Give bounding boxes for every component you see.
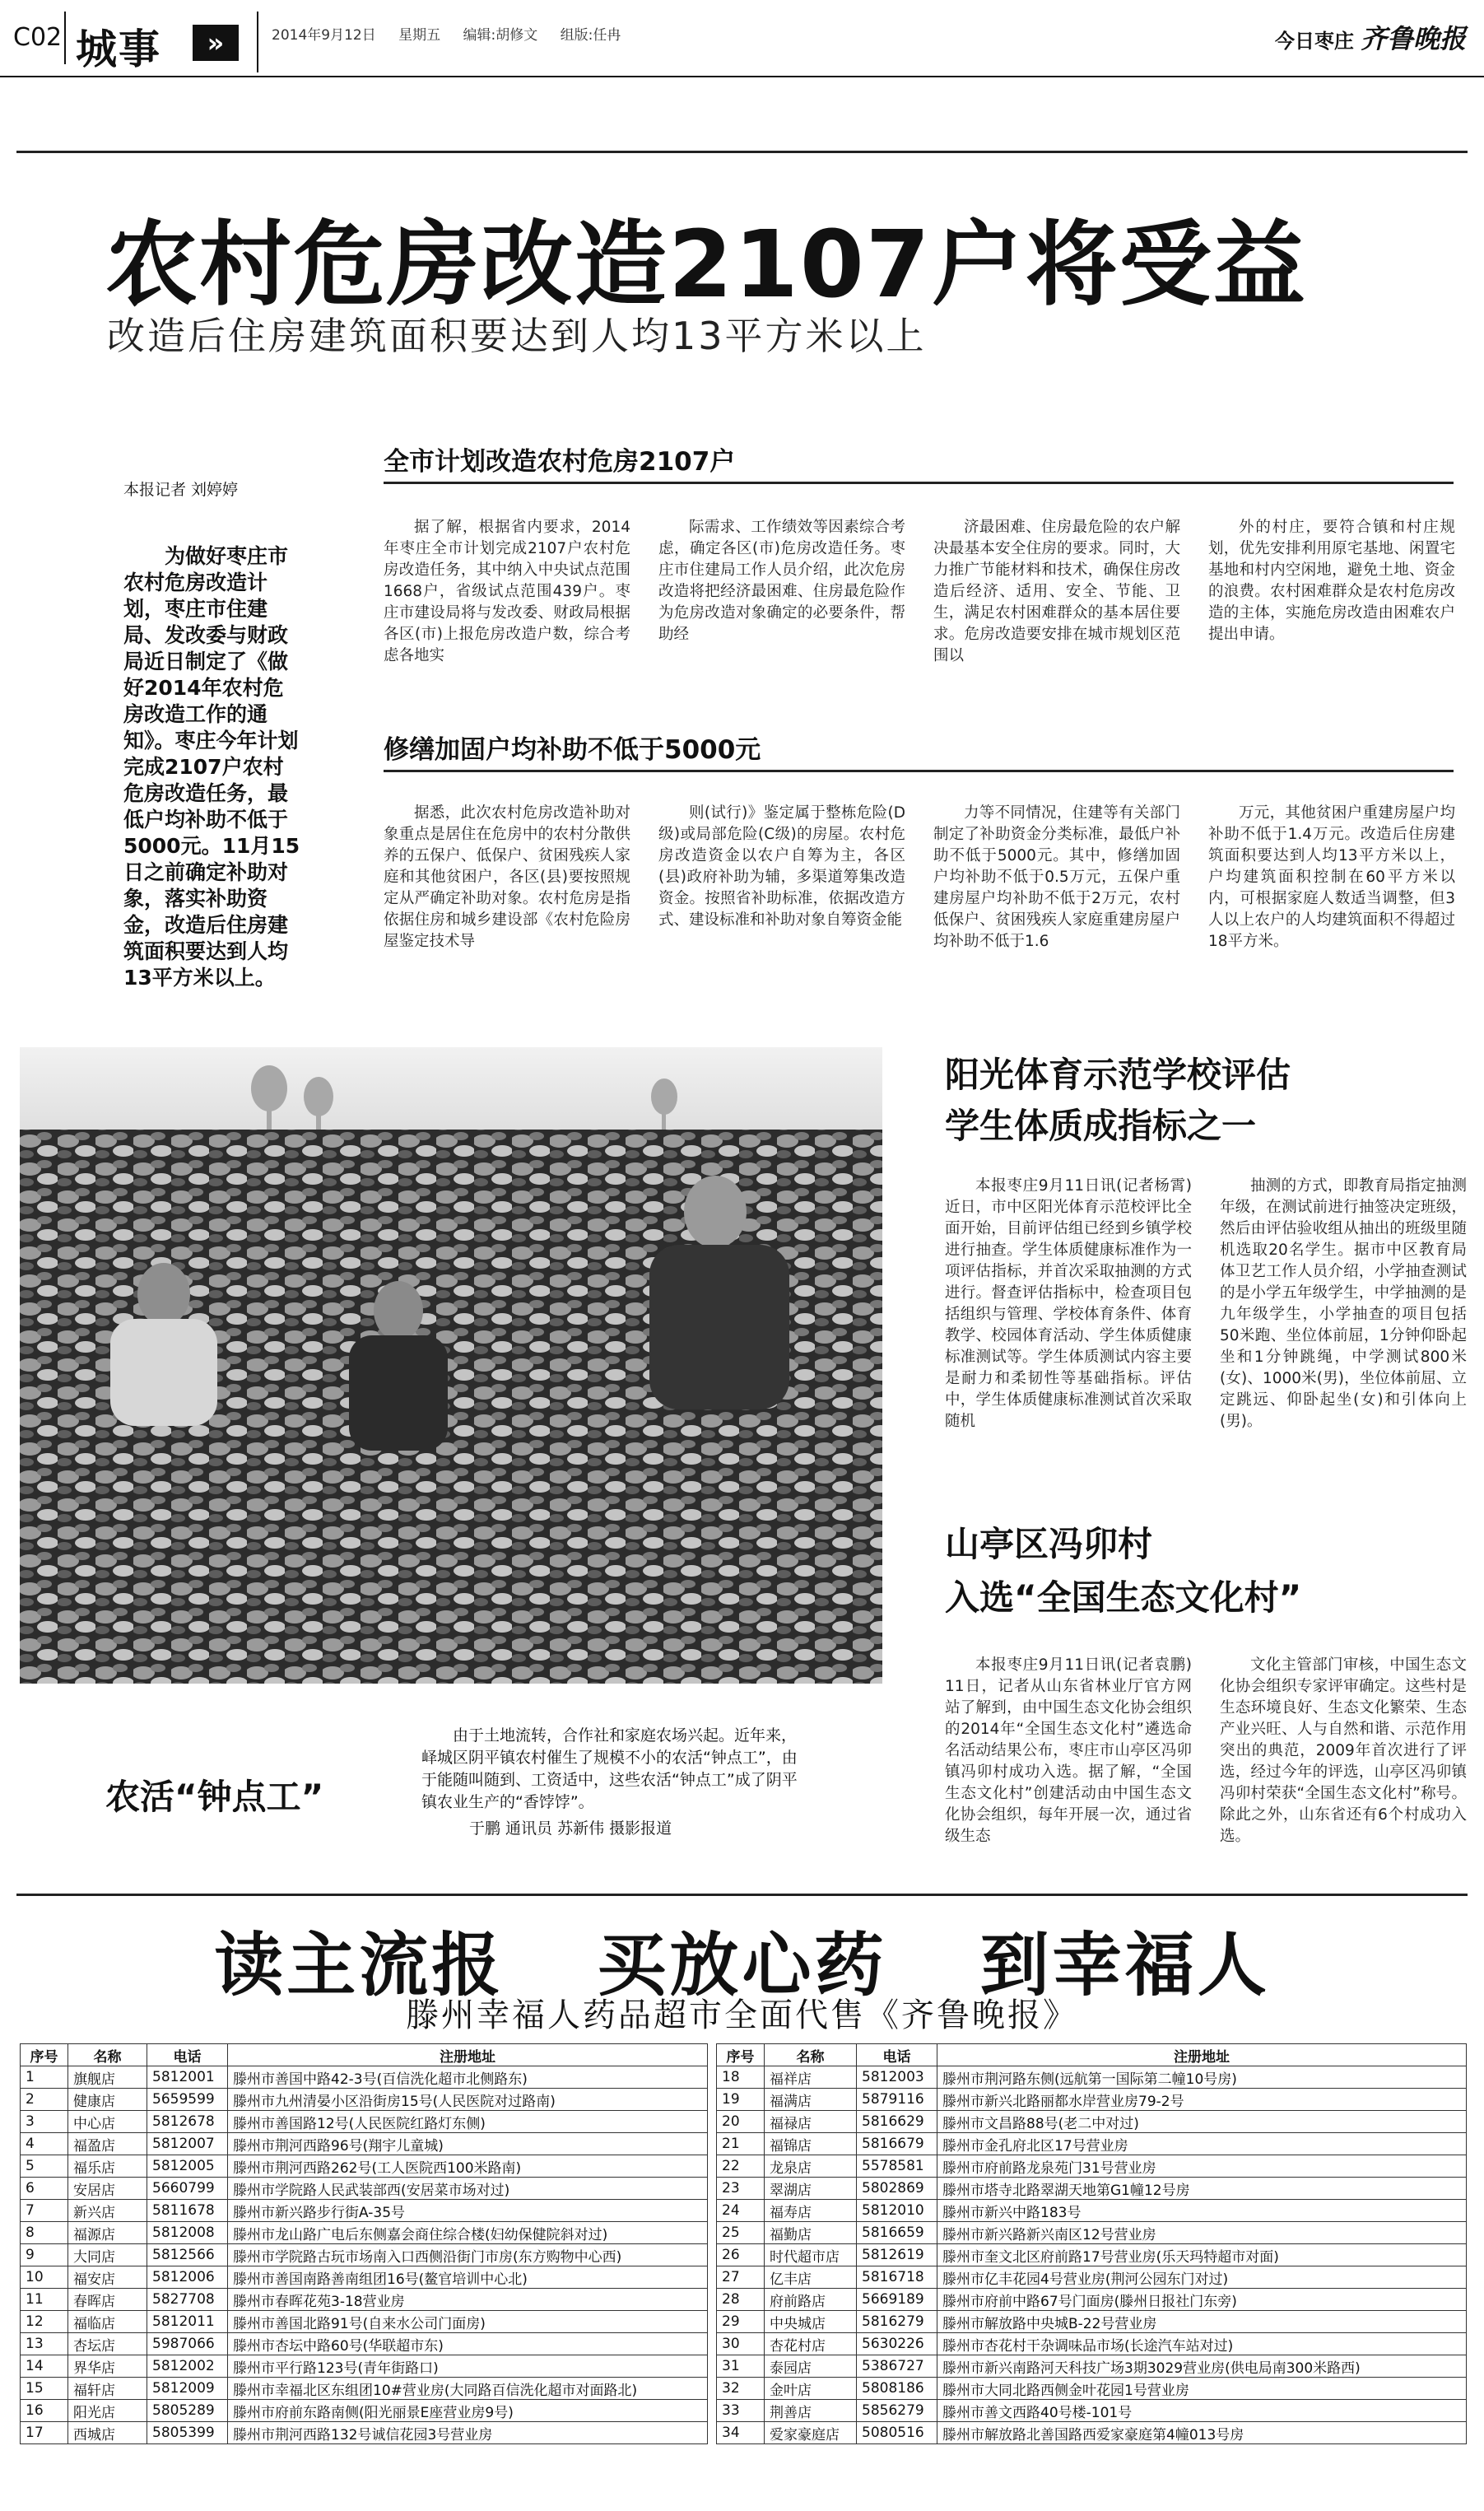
store-name: 大同店 bbox=[68, 2244, 147, 2266]
brand-logo: 齐鲁晚报 bbox=[1360, 23, 1466, 54]
store-address: 滕州市新兴路步行街A-35号 bbox=[228, 2200, 708, 2222]
store-name: 福盈店 bbox=[68, 2133, 147, 2155]
table-row bbox=[717, 2266, 1467, 2289]
brand-prefix: 今日枣庄 bbox=[1274, 30, 1354, 53]
store-number: 33 bbox=[717, 2400, 765, 2422]
table-row bbox=[21, 2266, 708, 2289]
store-number: 2 bbox=[21, 2089, 68, 2111]
store-address: 滕州市幸福北区东组团10#营业房(大同路百信洗化超市对面路北) bbox=[228, 2378, 708, 2400]
store-number: 4 bbox=[21, 2133, 68, 2155]
page-number: C02 bbox=[13, 23, 63, 52]
store-address: 滕州市奎文北区府前路17号营业房(乐天玛特超市对面) bbox=[937, 2244, 1467, 2266]
article-column: 据了解，根据省内要求，2014年枣庄全市计划完成2107户农村危房改造任务，其中纳入中央试点范围1668户，省级试点范围439户。枣庄市建设局将与发改委、财政局根据各区(市)上报危房改造户数，综合考虑各地实 bbox=[384, 519, 630, 664]
story-headline: 阳光体育示范学校评估 bbox=[945, 1055, 1291, 1095]
store-phone: 5802869 bbox=[857, 2178, 937, 2200]
main-headline: 农村危房改造2107户将受益 bbox=[105, 212, 1307, 319]
store-phone: 5816279 bbox=[857, 2311, 937, 2333]
store-address: 滕州市杏坛中路60号(华联超市东) bbox=[228, 2333, 708, 2355]
story-headline: 学生体质成指标之一 bbox=[945, 1106, 1257, 1146]
store-name: 福轩店 bbox=[68, 2378, 147, 2400]
store-phone: 5812001 bbox=[147, 2066, 228, 2089]
store-name: 杏坛店 bbox=[68, 2333, 147, 2355]
store-address: 滕州市荆河西路262号(工人医院西100米路南) bbox=[228, 2155, 708, 2178]
store-phone: 5812008 bbox=[147, 2222, 228, 2244]
store-number: 19 bbox=[717, 2089, 765, 2111]
table-row bbox=[717, 2178, 1467, 2200]
store-phone: 5386727 bbox=[857, 2355, 937, 2378]
store-number: 15 bbox=[21, 2378, 68, 2400]
store-phone: 5827708 bbox=[147, 2289, 228, 2311]
store-phone: 5808186 bbox=[857, 2378, 937, 2400]
store-number: 7 bbox=[21, 2200, 68, 2222]
news-photo bbox=[20, 1047, 882, 1684]
table-row bbox=[717, 2111, 1467, 2133]
column-header: 注册地址 bbox=[937, 2044, 1467, 2066]
photo-credit: 于鹏 通讯员 苏新伟 摄影报道 bbox=[469, 1819, 672, 1838]
store-number: 6 bbox=[21, 2178, 68, 2200]
store-phone: 5812002 bbox=[147, 2355, 228, 2378]
page-header bbox=[0, 0, 1484, 78]
table-row bbox=[717, 2155, 1467, 2178]
store-number: 23 bbox=[717, 2178, 765, 2200]
table-row bbox=[717, 2378, 1467, 2400]
store-address: 滕州市金孔府北区17号营业房 bbox=[937, 2133, 1467, 2155]
store-number: 12 bbox=[21, 2311, 68, 2333]
column-header: 电话 bbox=[147, 2044, 228, 2066]
store-phone: 5987066 bbox=[147, 2333, 228, 2355]
store-address: 滕州市新兴中路183号 bbox=[937, 2200, 1467, 2222]
store-address: 滕州市府前中路67号门面房(滕州日报社门东旁) bbox=[937, 2289, 1467, 2311]
store-name: 春晖店 bbox=[68, 2289, 147, 2311]
table-row bbox=[21, 2222, 708, 2244]
section-title: 修缮加固户均补助不低于5000元 bbox=[384, 735, 761, 765]
table-row bbox=[21, 2200, 708, 2222]
article-column: 力等不同情况，住建等有关部门制定了补助资金分类标准，最低户补助不低于5000元。其中，修缮加固户均补助不低于0.5万元，五保户重建房屋户均补助不低于2万元，农村低保户、贫困残疾人家庭重建房屋户均补助不低于1.6 bbox=[933, 804, 1180, 950]
store-name: 健康店 bbox=[68, 2089, 147, 2111]
table-header-row bbox=[21, 2044, 708, 2066]
article-column: 外的村庄，要符合镇和村庄规划，优先安排利用原宅基地、闲置宅基地和村内空闲地，避免土地、资金的浪费。农村困难群众是农村危房改造的主体，实施危房改造由困难农户提出申请。 bbox=[1208, 519, 1455, 643]
store-number: 27 bbox=[717, 2266, 765, 2289]
store-number: 20 bbox=[717, 2111, 765, 2133]
table-row bbox=[21, 2333, 708, 2355]
store-number: 14 bbox=[21, 2355, 68, 2378]
store-phone: 5812619 bbox=[857, 2244, 937, 2266]
store-address: 滕州市善国南路善南组团16号(鳌官培训中心北) bbox=[228, 2266, 708, 2289]
store-name: 福安店 bbox=[68, 2266, 147, 2289]
store-name: 福祥店 bbox=[765, 2066, 857, 2089]
store-name: 福勤店 bbox=[765, 2222, 857, 2244]
store-phone: 5080516 bbox=[857, 2422, 937, 2444]
store-name: 安居店 bbox=[68, 2178, 147, 2200]
column-header: 注册地址 bbox=[228, 2044, 708, 2066]
store-phone: 5816659 bbox=[857, 2222, 937, 2244]
chevron-right-icon: » bbox=[193, 25, 239, 61]
store-name: 福满店 bbox=[765, 2089, 857, 2111]
table-row bbox=[717, 2333, 1467, 2355]
section-title: 全市计划改造农村危房2107户 bbox=[384, 447, 736, 477]
ad-top-rule bbox=[16, 1894, 1468, 1896]
store-address: 滕州市荆河路东侧(远航第一国际第二幢10号房) bbox=[937, 2066, 1467, 2089]
ad-slogan-part: 买放心药 bbox=[597, 1925, 887, 2006]
issue-date: 2014年9月12日 bbox=[272, 27, 376, 44]
store-name: 新兴店 bbox=[68, 2200, 147, 2222]
editor: 编辑:胡修文 bbox=[463, 27, 538, 44]
store-phone: 5812007 bbox=[147, 2133, 228, 2155]
store-name: 福寿店 bbox=[765, 2200, 857, 2222]
store-phone: 5816679 bbox=[857, 2133, 937, 2155]
store-phone: 5669189 bbox=[857, 2289, 937, 2311]
store-name: 金叶店 bbox=[765, 2378, 857, 2400]
table-row bbox=[21, 2422, 708, 2444]
store-phone: 5816718 bbox=[857, 2266, 937, 2289]
store-address: 滕州市龙山路广电后东侧嘉会商住综合楼(妇幼保健院斜对过) bbox=[228, 2222, 708, 2244]
table-row bbox=[21, 2178, 708, 2200]
story-headline: 入选“全国生态文化村” bbox=[945, 1577, 1302, 1618]
store-number: 10 bbox=[21, 2266, 68, 2289]
store-address: 滕州市新兴路新兴南区12号营业房 bbox=[937, 2222, 1467, 2244]
store-address: 滕州市善文西路40号楼-101号 bbox=[937, 2400, 1467, 2422]
store-number: 13 bbox=[21, 2333, 68, 2355]
store-number: 30 bbox=[717, 2333, 765, 2355]
store-number: 18 bbox=[717, 2066, 765, 2089]
store-name: 龙泉店 bbox=[765, 2155, 857, 2178]
issue-meta bbox=[272, 23, 639, 44]
table-row bbox=[21, 2133, 708, 2155]
store-number: 28 bbox=[717, 2289, 765, 2311]
table-row bbox=[21, 2111, 708, 2133]
table-row bbox=[21, 2066, 708, 2089]
photo-farmers-cabbage-field bbox=[20, 1047, 882, 1684]
article-column: 抽测的方式，即教育局指定抽测年级，在测试前进行抽签决定班级，然后由评估验收组从抽出的班级里随机选取20名学生。据市中区教育局体卫艺工作人员介绍，小学抽查测试的是小学五年级学生，中学抽测的是九年级学生，小学抽查的项目包括50米跑、坐位体前屈，1分钟仰卧起坐和1分钟跳绳，中学测试800米(女)、1000米(男)，坐位体前屈、立定跳远、仰卧起坐(女)和引体向上(男)。 bbox=[1220, 1177, 1467, 1430]
table-row bbox=[717, 2355, 1467, 2378]
store-phone: 5812010 bbox=[857, 2200, 937, 2222]
store-table-right bbox=[716, 2043, 1467, 2444]
store-phone: 5812006 bbox=[147, 2266, 228, 2289]
store-phone: 5812003 bbox=[857, 2066, 937, 2089]
section-rule bbox=[384, 770, 1454, 772]
table-row bbox=[21, 2355, 708, 2378]
article-column: 济最困难、住房最危险的农户解决最基本安全住房的要求。同时，大力推广节能材料和技术，确保住房改造后经济、适用、安全、节能、卫生，满足农村困难群众的基本居住要求。危房改造要安排在城市规划区范围以 bbox=[933, 519, 1180, 664]
store-name: 中心店 bbox=[68, 2111, 147, 2133]
store-address: 滕州市府前路龙泉苑门31号营业房 bbox=[937, 2155, 1467, 2178]
store-name: 旗舰店 bbox=[68, 2066, 147, 2089]
store-number: 21 bbox=[717, 2133, 765, 2155]
store-phone: 5578581 bbox=[857, 2155, 937, 2178]
table-row bbox=[717, 2289, 1467, 2311]
table-row bbox=[717, 2400, 1467, 2422]
table-header-row bbox=[717, 2044, 1467, 2066]
store-phone: 5812566 bbox=[147, 2244, 228, 2266]
table-row bbox=[717, 2222, 1467, 2244]
article-column: 据悉，此次农村危房改造补助对象重点是居住在危房中的农村分散供养的五保户、低保户、贫困残疾人家庭和其他贫困户，各区(县)要按照规定从严确定补助对象。农村危房是指依据住房和城乡建设部《农村危险房屋鉴定技术导 bbox=[384, 804, 630, 950]
store-address: 滕州市大同北路西侧金叶花园1号营业房 bbox=[937, 2378, 1467, 2400]
article-column: 际需求、工作绩效等因素综合考虑，确定各区(市)危房改造任务。枣庄市住建局工作人员介绍，此次危房改造将把经济最困难、住房最危险作为危房改造对象确定的必要条件，帮助经 bbox=[658, 519, 905, 643]
store-address: 滕州市新兴南路河天科技广场3期3029营业房(供电局南300米路西) bbox=[937, 2355, 1467, 2378]
store-phone: 5812005 bbox=[147, 2155, 228, 2178]
store-number: 26 bbox=[717, 2244, 765, 2266]
headline-top-rule bbox=[16, 151, 1468, 153]
store-phone: 5812678 bbox=[147, 2111, 228, 2133]
column-header: 电话 bbox=[857, 2044, 937, 2066]
article-column: 万元，其他贫困户重建房屋户均补助不低于1.4万元。改造后住房建筑面积要达到人均13平方米以上，户均建筑面积控制在60平方米以内，可根据家庭人数适当调整，但3人以上农户的人均建筑面积不得超过18平方米。 bbox=[1208, 804, 1455, 950]
ad-subtitle: 滕州幸福人药品超市全面代售《齐鲁晚报》 bbox=[406, 1996, 1078, 2034]
ad-slogan-part: 到幸福人 bbox=[979, 1925, 1270, 2006]
store-name: 泰园店 bbox=[765, 2355, 857, 2378]
lead-paragraph: 为做好枣庄市农村危房改造计划，枣庄市住建局、发改委与财政局近日制定了《做好2014年农村危房改造工作的通知》。枣庄今年计划完成2107户农村危房改造任务，最低户均补助不低于5000元。11月15日之前确定补助对象，落实补助资金，改造后住房建筑面积要达到人均13平方米以上。 bbox=[123, 544, 300, 990]
table-row bbox=[21, 2244, 708, 2266]
store-address: 滕州市新兴北路丽都水岸营业房79-2号 bbox=[937, 2089, 1467, 2111]
store-address: 滕州市春晖花苑3-18营业房 bbox=[228, 2289, 708, 2311]
table-row bbox=[21, 2400, 708, 2422]
store-phone: 5805399 bbox=[147, 2422, 228, 2444]
store-name: 时代超市店 bbox=[765, 2244, 857, 2266]
store-name: 福禄店 bbox=[765, 2111, 857, 2133]
store-name: 界华店 bbox=[68, 2355, 147, 2378]
table-row bbox=[717, 2200, 1467, 2222]
store-number: 9 bbox=[21, 2244, 68, 2266]
article-column: 本报枣庄9月11日讯(记者袁鹏) 11日，记者从山东省林业厅官方网站了解到，由中国生态文化协会组织的2014年“全国生态文化村”遴选命名活动结果公布，枣庄市山亭区冯卯镇冯卯村成功入选。据了解，“全国生态文化村”创建活动由中国生态文化协会组织，每年开展一次，通过省级生态 bbox=[945, 1656, 1192, 1845]
store-number: 8 bbox=[21, 2222, 68, 2244]
table-row bbox=[21, 2289, 708, 2311]
store-phone: 5630226 bbox=[857, 2333, 937, 2355]
header-divider bbox=[64, 12, 66, 64]
column-header: 名称 bbox=[765, 2044, 857, 2066]
store-address: 滕州市解放路中央城B-22号营业房 bbox=[937, 2311, 1467, 2333]
layout-editor: 组版:任冉 bbox=[560, 27, 621, 44]
store-phone: 5660799 bbox=[147, 2178, 228, 2200]
store-phone: 5805289 bbox=[147, 2400, 228, 2422]
store-number: 16 bbox=[21, 2400, 68, 2422]
store-name: 中央城店 bbox=[765, 2311, 857, 2333]
store-number: 34 bbox=[717, 2422, 765, 2444]
store-phone: 5816629 bbox=[857, 2111, 937, 2133]
section-title: 城事 bbox=[76, 25, 161, 73]
store-name: 翠湖店 bbox=[765, 2178, 857, 2200]
table-row bbox=[21, 2378, 708, 2400]
store-number: 11 bbox=[21, 2289, 68, 2311]
column-header: 名称 bbox=[68, 2044, 147, 2066]
store-number: 5 bbox=[21, 2155, 68, 2178]
store-phone: 5856279 bbox=[857, 2400, 937, 2422]
store-phone: 5812009 bbox=[147, 2378, 228, 2400]
article-column: 文化主管部门审核，中国生态文化协会组织专家评审确定。这些村是生态环境良好、生态文化繁荣、生态产业兴旺、人与自然和谐、示范作用突出的典范，2009年首次进行了评选，经过今年的评选，山亭区冯卯镇冯卯村荣获“全国生态文化村”称号。除此之外，山东省还有6个村成功入选。 bbox=[1220, 1656, 1467, 1845]
table-row bbox=[717, 2244, 1467, 2266]
header-rule bbox=[0, 76, 1484, 77]
store-name: 福锦店 bbox=[765, 2133, 857, 2155]
table-row bbox=[717, 2422, 1467, 2444]
store-address: 滕州市荆河西路132号诚信花园3号营业房 bbox=[228, 2422, 708, 2444]
store-number: 22 bbox=[717, 2155, 765, 2178]
store-name: 西城店 bbox=[68, 2422, 147, 2444]
store-address: 滕州市解放路北善国路西爱家豪庭第4幢013号房 bbox=[937, 2422, 1467, 2444]
store-number: 32 bbox=[717, 2378, 765, 2400]
store-address: 滕州市平行路123号(青年街路口) bbox=[228, 2355, 708, 2378]
ad-slogan-part: 读主流报 bbox=[214, 1925, 505, 2006]
store-address: 滕州市学院路古玩市场南入口西侧沿街门市房(东方购物中心西) bbox=[228, 2244, 708, 2266]
store-name: 杏花村店 bbox=[765, 2333, 857, 2355]
store-address: 滕州市杏花村干杂调味品市场(长途汽车站对过) bbox=[937, 2333, 1467, 2355]
store-number: 3 bbox=[21, 2111, 68, 2133]
column-header: 序号 bbox=[21, 2044, 68, 2066]
store-address: 滕州市善国中路42-3号(百信洗化超市北侧路东) bbox=[228, 2066, 708, 2089]
store-address: 滕州市善国北路91号(自来水公司门面房) bbox=[228, 2311, 708, 2333]
article-column: 则(试行)》鉴定属于整栋危险(D级)或局部危险(C级)的房屋。农村危房改造资金以农户自筹为主，各区(县)政府补助为辅，多渠道筹集改造资金。按照省补助标准，依据改造方式、建设标准和补助对象自筹资金能 bbox=[658, 804, 905, 929]
store-phone: 5879116 bbox=[857, 2089, 937, 2111]
table-row bbox=[717, 2311, 1467, 2333]
table-row bbox=[717, 2133, 1467, 2155]
photo-caption: 由于土地流转，合作社和家庭农场兴起。近年来，峄城区阴平镇农村催生了规模不小的农活“钟点工”，由于能随叫随到、工资适中，这些农活“钟点工”成了阴平镇农业生产的“香饽饽”。 bbox=[421, 1726, 798, 1811]
store-name: 府前路店 bbox=[765, 2289, 857, 2311]
main-subheadline: 改造后住房建筑面积要达到人均13平方米以上 bbox=[107, 314, 927, 358]
store-address: 滕州市荆河西路96号(翔宇儿童城) bbox=[228, 2133, 708, 2155]
story-headline: 山亭区冯卯村 bbox=[945, 1524, 1153, 1564]
store-number: 25 bbox=[717, 2222, 765, 2244]
store-address: 滕州市学院路人民武装部西(安居菜市场对过) bbox=[228, 2178, 708, 2200]
store-number: 24 bbox=[717, 2200, 765, 2222]
header-divider bbox=[257, 12, 258, 72]
store-number: 1 bbox=[21, 2066, 68, 2089]
store-number: 17 bbox=[21, 2422, 68, 2444]
store-name: 阳光店 bbox=[68, 2400, 147, 2422]
byline: 本报记者 刘婷婷 bbox=[123, 481, 239, 499]
column-header: 序号 bbox=[717, 2044, 765, 2066]
store-name: 福乐店 bbox=[68, 2155, 147, 2178]
store-table-left bbox=[20, 2043, 708, 2444]
photo-title: 农活“钟点工” bbox=[105, 1777, 324, 1817]
table-row bbox=[21, 2089, 708, 2111]
store-name: 亿丰店 bbox=[765, 2266, 857, 2289]
store-name: 福临店 bbox=[68, 2311, 147, 2333]
store-number: 29 bbox=[717, 2311, 765, 2333]
store-name: 荆善店 bbox=[765, 2400, 857, 2422]
store-phone: 5659599 bbox=[147, 2089, 228, 2111]
store-phone: 5812011 bbox=[147, 2311, 228, 2333]
issue-weekday: 星期五 bbox=[398, 27, 441, 44]
store-number: 31 bbox=[717, 2355, 765, 2378]
masthead-brand bbox=[1275, 18, 1466, 56]
table-row bbox=[21, 2155, 708, 2178]
store-address: 滕州市府前东路南侧(阳光丽景E座营业房9号) bbox=[228, 2400, 708, 2422]
store-phone: 5811678 bbox=[147, 2200, 228, 2222]
store-address: 滕州市塔寺北路翠湖天地第G1幢12号房 bbox=[937, 2178, 1467, 2200]
store-address: 滕州市九州清晏小区沿街房15号(人民医院对过路南) bbox=[228, 2089, 708, 2111]
table-row bbox=[717, 2089, 1467, 2111]
store-address: 滕州市善国路12号(人民医院红路灯东侧) bbox=[228, 2111, 708, 2133]
article-column: 本报枣庄9月11日讯(记者杨霄) 近日，市中区阳光体育示范校评比全面开始，目前评估组已经到乡镇学校进行抽查。学生体质健康标准作为一项评估指标，并首次采取抽测的方式进行。督查评估指标中，检查项目包括组织与管理、学校体育条件、体育教学、校园体育活动、学生体质健康标准测试等。学生体质测试内容主要是耐力和柔韧性等基础指标。评估中，学生体质健康标准测试首次采取随机 bbox=[945, 1177, 1192, 1430]
store-name: 爱家豪庭店 bbox=[765, 2422, 857, 2444]
table-row bbox=[717, 2066, 1467, 2089]
store-name: 福源店 bbox=[68, 2222, 147, 2244]
section-rule bbox=[384, 482, 1454, 484]
table-row bbox=[21, 2311, 708, 2333]
store-address: 滕州市文昌路88号(老二中对过) bbox=[937, 2111, 1467, 2133]
store-address: 滕州市亿丰花园4号营业房(荆河公园东门对过) bbox=[937, 2266, 1467, 2289]
